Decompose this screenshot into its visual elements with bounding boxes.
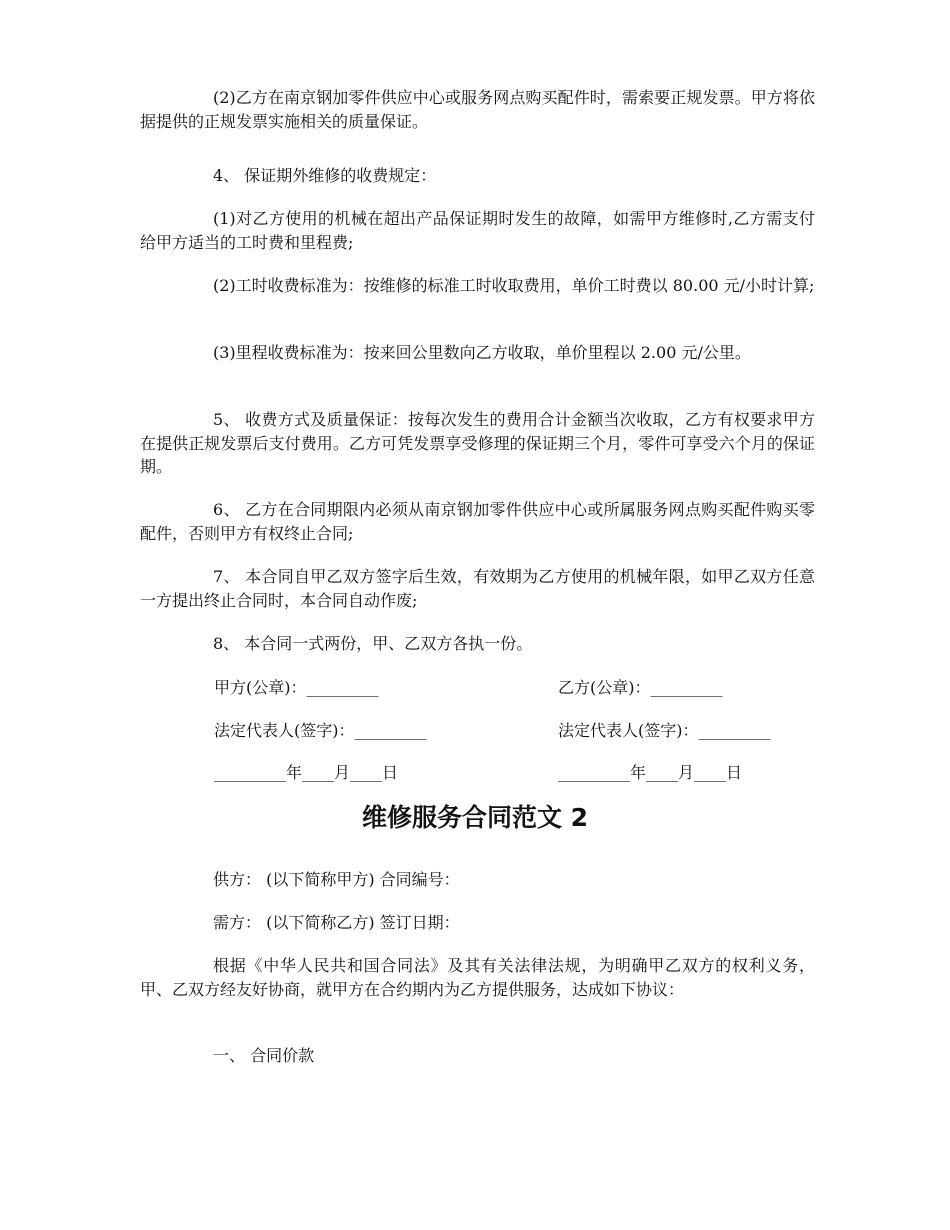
- supplier-line: 供方： (以下简称甲方) 合同编号：: [213, 870, 460, 889]
- party-a-date-line: _________年____月____日: [214, 763, 399, 782]
- clause-4-3: (3)里程收费标准为：按来回公里数向乙方收取，单价里程以 2.00 元/公里。: [213, 343, 751, 362]
- buyer-line: 需方： (以下简称乙方) 签订日期：: [213, 913, 460, 932]
- clause-5: 5、 收费方式及质量保证：按每次发生的费用合计金额当次收取，乙方有权要求甲方在提供正规发票后支付费用。乙方可凭发票享受修理的保证期三个月，零件可享受六个月的保证期。: [140, 410, 815, 476]
- clause-8: 8、 本合同一式两份，甲、乙双方各执一份。: [213, 634, 533, 653]
- clause-4-2: (2)工时收费标准为：按维修的标准工时收取费用，单价工时费以 80.00 元/小时计算;: [213, 276, 815, 295]
- clause-4-1: (1)对乙方使用的机械在超出产品保证期时发生的故障，如需甲方维修时,乙方需支付给甲方适当的工时费和里程费;: [140, 209, 815, 252]
- clause-7: 7、 本合同自甲乙双方签字后生效，有效期为乙方使用的机械年限，如甲乙双方任意一方提出终止合同时，本合同自动作废;: [140, 567, 815, 610]
- section-title: 维修服务合同范文 2: [361, 803, 589, 832]
- party-b-date-line: _________年____月____日: [558, 763, 743, 782]
- section-1-heading: 一、 合同价款: [213, 1046, 315, 1065]
- clause-3-2-invoice: (2)乙方在南京钢加零件供应中心或服务网点购买配件时，需索要正规发票。甲方将依据提供的正规发票实施相关的质量保证。: [140, 88, 815, 131]
- party-a-seal-line: 甲方(公章)：_________: [214, 678, 379, 697]
- party-a-representative-line: 法定代表人(签字)：_________: [214, 721, 427, 740]
- party-b-seal-line: 乙方(公章)：_________: [558, 678, 723, 697]
- clause-6: 6、 乙方在合同期限内必须从南京钢加零件供应中心或所属服务网点购买配件购买零配件，否则甲方有权终止合同;: [140, 500, 815, 543]
- party-b-representative-line: 法定代表人(签字)：_________: [558, 721, 771, 740]
- agreement-intro: 根据《中华人民共和国合同法》及其有关法律法规，为明确甲乙双方的权利义务，甲、乙双方经友好协商，就甲方在合约期内为乙方提供服务，达成如下协议：: [140, 956, 815, 999]
- clause-4-heading: 4、 保证期外维修的收费规定：: [213, 166, 437, 185]
